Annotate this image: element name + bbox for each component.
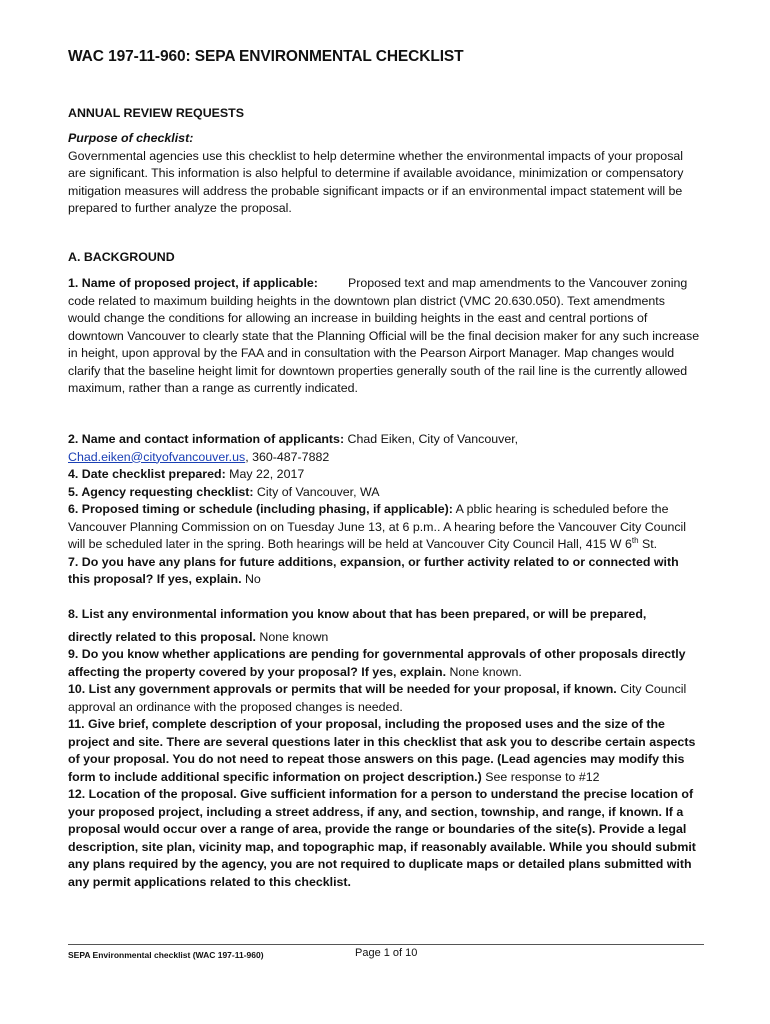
q6-superscript: th [631, 535, 639, 545]
applicant-email-link[interactable]: Chad.eiken@cityofvancouver.us [68, 449, 246, 464]
question-12 [68, 786, 700, 891]
section-a-heading [68, 249, 700, 267]
q7-answer: No [244, 572, 261, 586]
question-7 [68, 554, 700, 589]
question-4 [68, 466, 700, 484]
q7-label: 7. Do you have any plans for future additions, expansion, or further activity related to or connected with this proposal? If yes, explain. [68, 554, 679, 586]
q2-phone: , 360-487-7882 [245, 449, 330, 464]
purpose-text: Governmental agencies use this checklist to help determine whether the environmental impacts of your proposal are significant. This information is also helpful to determine if available avoidance, minimization or compensatory mitigation measures will address the probable significant impacts or if an environmental impact statement will be prepared to further analyze the proposal. [68, 148, 684, 215]
q9-label: 9. Do you know whether applications are pending for governmental approvals of other proposals directly affecting the property covered by your proposal? If yes, explain. [68, 647, 686, 679]
q9-answer: None known. [449, 664, 522, 679]
question-11 [68, 716, 700, 786]
q5-label: 5. Agency requesting checklist: [68, 484, 254, 499]
question-8-continued [68, 629, 700, 647]
footer-divider [68, 944, 704, 945]
q6-answer-end: St. [638, 537, 658, 551]
q6-answer: A pblic hearing is scheduled before the Vancouver Planning Commission on on Tuesday June 13, at 6 p.m.. A hearing before the Vancouver City Council will be scheduled later in the spring. Both hearings will be held at Vancouver City Council Hall, 415 W 6 [68, 502, 687, 551]
q5-answer: City of Vancouver, WA [256, 484, 380, 499]
q12-label: 12. Location of the proposal. Give sufficient information for a person to understand the precise location of your proposed project, including a street address, if any, and section, township, and range, if known. If a proposal would occur over a range of area, provide the range or boundaries of the site(s). Provide a legal description, site plan, vicinity map, and topographic map, if reasonably available. While you should submit any plans required by the agency, you are not required to duplicate maps or detailed plans submitted with any permit applications related to this checklist. [68, 787, 696, 889]
document-title: WAC 197-11-960: SEPA ENVIRONMENTAL CHECKLIST [68, 48, 464, 65]
purpose-heading: Purpose of checklist: [68, 131, 194, 145]
question-5 [68, 484, 700, 502]
q8-label-line2: directly related to this proposal. [68, 629, 256, 644]
question-10 [68, 681, 700, 716]
q11-label: 11. Give brief, complete description of your proposal, including the proposed uses and the size of the project and site. There are several questions later in this checklist that ask you to describe certain aspects of your proposal. You do not need to repeat those answers on this page. (Lead agencies may modify this form to include additional specific information on project description.) [68, 717, 696, 784]
footer-form-name: SEPA Environmental checklist (WAC 197-11-960) [68, 950, 264, 960]
question-6 [68, 501, 700, 554]
question-9 [68, 646, 700, 681]
purpose-section [68, 130, 700, 218]
q10-label: 10. List any government approvals or permits that will be needed for your proposal, if known. [68, 682, 617, 696]
annual-review-label: ANNUAL REVIEW REQUESTS [68, 106, 245, 120]
annual-review-heading [68, 105, 700, 123]
questions-8-12 [68, 606, 700, 891]
q2-answer: Chad Eiken, City of Vancouver, [347, 432, 519, 446]
q4-label: 4. Date checklist prepared: [68, 467, 226, 481]
q11-answer: See response to #12 [485, 769, 600, 784]
q4-answer: May 22, 2017 [229, 467, 305, 481]
footer-page-number: Page 1 of 10 [355, 947, 418, 959]
question-1 [68, 275, 700, 398]
q8-answer: None known [259, 629, 329, 644]
q1-label: 1. Name of proposed project, if applicable: [68, 276, 318, 290]
questions-2-7 [68, 431, 700, 589]
q6-label: 6. Proposed timing or schedule (including phasing, if applicable): [68, 502, 453, 516]
q1-answer: Proposed text and map amendments to the Vancouver zoning code related to maximum building heights in the downtown plan district (VMC 20.630.050). Text amendments would change the conditions for allowing an increase in building heights in the east and central portions of downtown Vancouver to clearly state that the Planning Official will be the final decision maker for any such increase in height, upon approval by the FAA and in consultation with the Pearson Airport Manager. Map changes would clarify that the baseline height limit for downtown properties generally south of the rail line is the currently allowed maximum, rather than a range as currently indicated. [68, 276, 700, 395]
q10-answer: City Council approval an ordinance with the proposed changes is needed. [68, 682, 687, 714]
q2-label: 2. Name and contact information of applicants: [68, 432, 345, 446]
question-8 [68, 606, 700, 624]
section-a-label: A. BACKGROUND [68, 250, 175, 264]
q8-label-line1: 8. List any environmental information you know about that has been prepared, or will be prepared, [68, 607, 647, 621]
question-2 [68, 431, 700, 466]
